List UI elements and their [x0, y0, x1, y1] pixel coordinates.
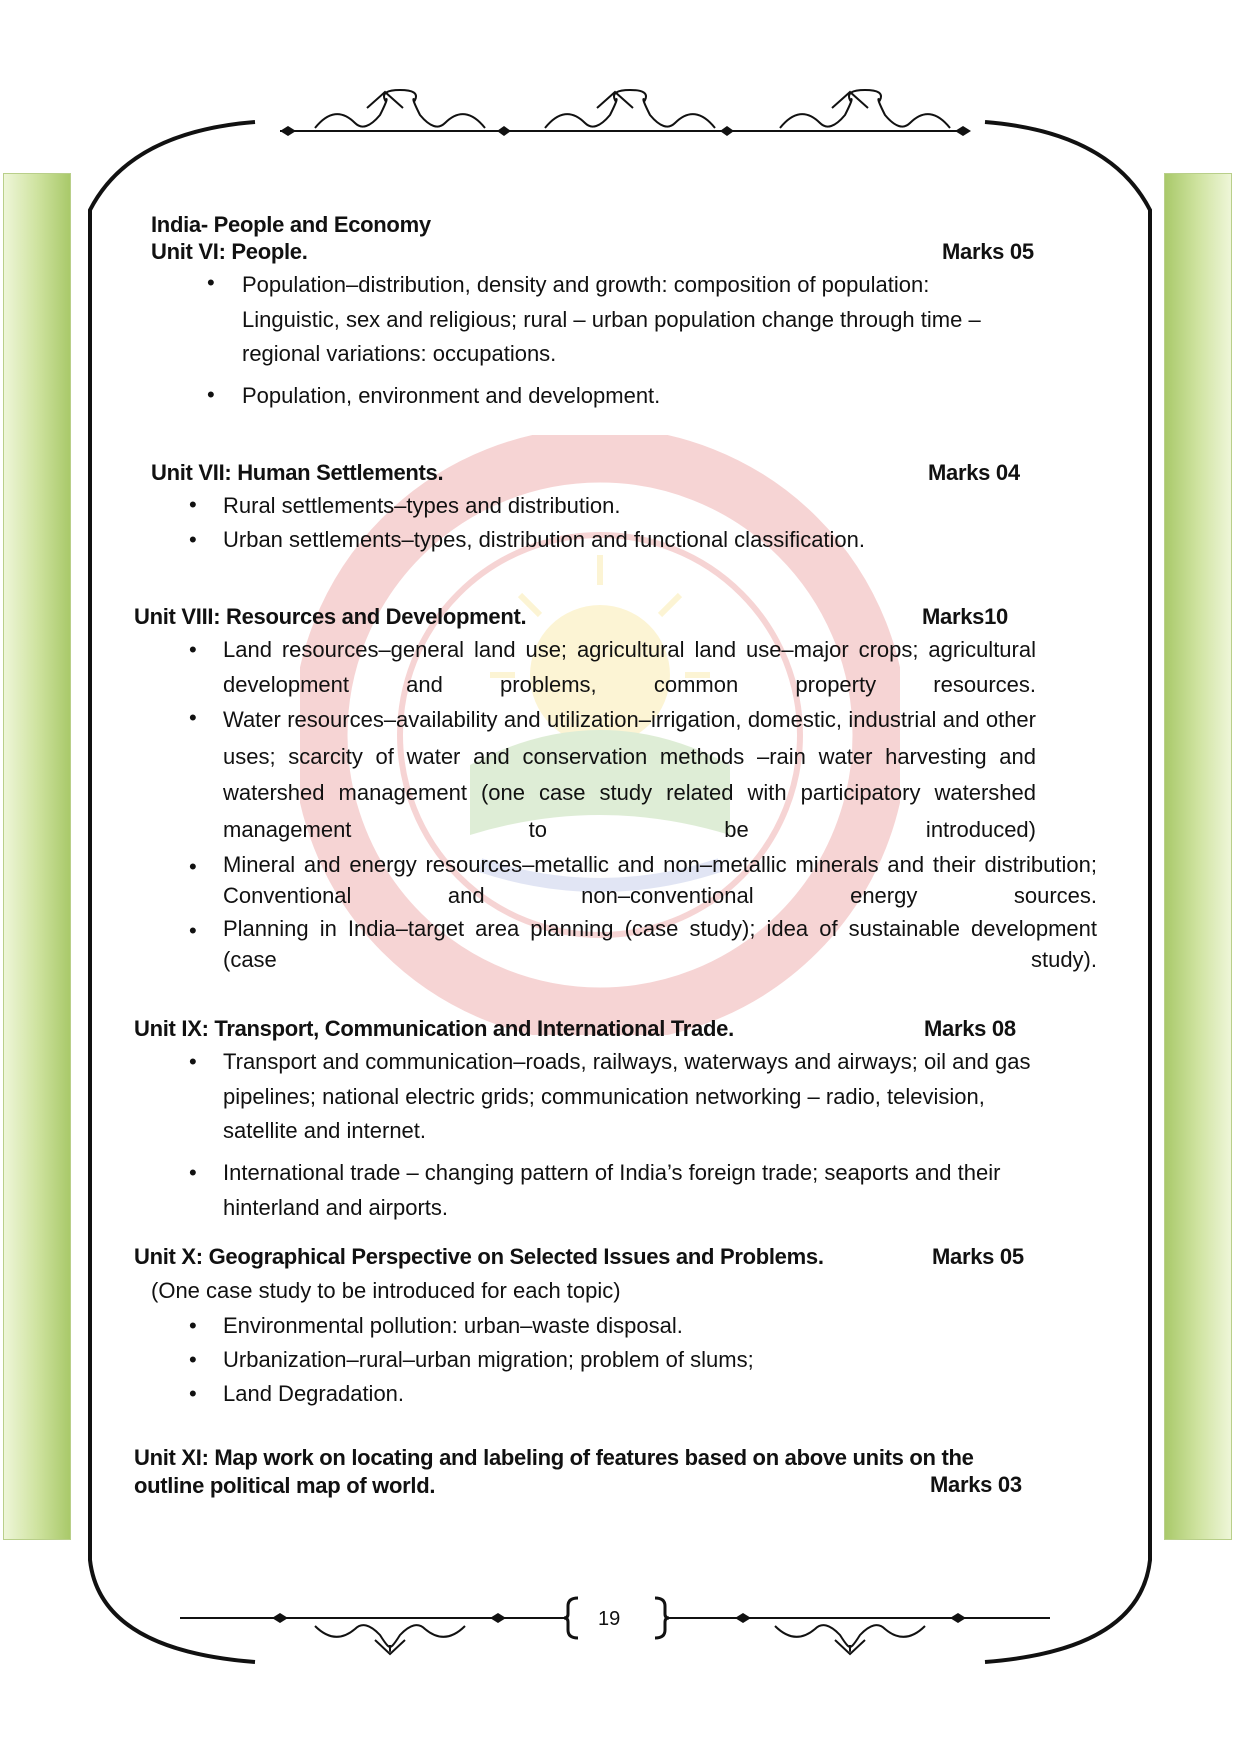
list-item: Land Degradation. — [223, 1381, 405, 1406]
bullet-icon: • — [207, 270, 215, 295]
bullet-icon: • — [189, 854, 197, 879]
list-item: Water resources–availability and utilization–irrigation, domestic, industrial and other uses; scarcity of water and conservation methods –rain water harvesting and watershed management (one case study related with participatory watershed management to be introduced) — [223, 707, 1036, 842]
list-item: Environmental pollution: urban–waste disposal. — [223, 1313, 683, 1338]
list-item: International trade – changing pattern of India’s foreign trade; seaports and their hinterland and airports. — [223, 1160, 1001, 1220]
list-item: Urbanization–rural–urban migration; problem of slums; — [223, 1347, 754, 1372]
bullet-icon: • — [207, 382, 215, 407]
bullet-icon: • — [189, 1381, 197, 1406]
unit-viii-title: Unit VIII: Resources and Development. — [134, 604, 527, 629]
bullet-icon: • — [189, 527, 197, 552]
unit-x-subtitle: (One case study to be introduced for each topic) — [151, 1278, 621, 1303]
unit-ix-marks: Marks 08 — [924, 1016, 1016, 1041]
list-item: Urban settlements–types, distribution and functional classification. — [223, 527, 866, 552]
list-item: Rural settlements–types and distribution. — [223, 493, 621, 518]
unit-viii-marks: Marks10 — [922, 604, 1008, 629]
bullet-icon: • — [189, 1160, 197, 1185]
list-item: Planning in India–target area planning (case study); idea of sustainable development (case study). — [223, 916, 1097, 972]
unit-vii-marks: Marks 04 — [928, 460, 1020, 485]
bullet-icon: • — [189, 637, 197, 662]
bullet-icon: • — [189, 1313, 197, 1338]
unit-x-marks: Marks 05 — [932, 1244, 1024, 1269]
bullet-icon: • — [189, 705, 197, 730]
list-item: Population–distribution, density and growth: composition of population: Linguistic, sex and religious; rural – urban population change through time – regional variations: occupations. — [242, 272, 981, 366]
unit-x-title: Unit X: Geographical Perspective on Selected Issues and Problems. — [134, 1244, 824, 1269]
unit-xi-marks: Marks 03 — [930, 1472, 1022, 1497]
unit-vi-marks: Marks 05 — [942, 239, 1034, 264]
list-item: Mineral and energy resources–metallic and non–metallic minerals and their distribution; Conventional and non–conventional energy sources. — [223, 852, 1097, 908]
bullet-icon: • — [189, 1049, 197, 1074]
section-title: India- People and Economy — [151, 212, 431, 237]
list-item: Population, environment and development. — [242, 383, 661, 408]
list-item: Land resources–general land use; agricultural land use–major crops; agricultural development and problems, common property resources. — [223, 637, 1036, 697]
bullet-icon: • — [189, 492, 197, 517]
bullet-icon: • — [189, 918, 197, 943]
unit-vii-title: Unit VII: Human Settlements. — [151, 460, 444, 485]
page-number: 19 — [598, 1608, 621, 1630]
list-item: Transport and communication–roads, railways, waterways and airways; oil and gas pipelines; national electric grids; communication networking – radio, television, satellite and internet. — [223, 1049, 1031, 1143]
unit-ix-title: Unit IX: Transport, Communication and International Trade. — [134, 1016, 734, 1041]
bullet-icon: • — [189, 1347, 197, 1372]
unit-vi-title: Unit VI: People. — [151, 239, 308, 264]
unit-xi-title: Unit XI: Map work on locating and labeling of features based on above units on the outline political map of world. — [134, 1445, 974, 1498]
